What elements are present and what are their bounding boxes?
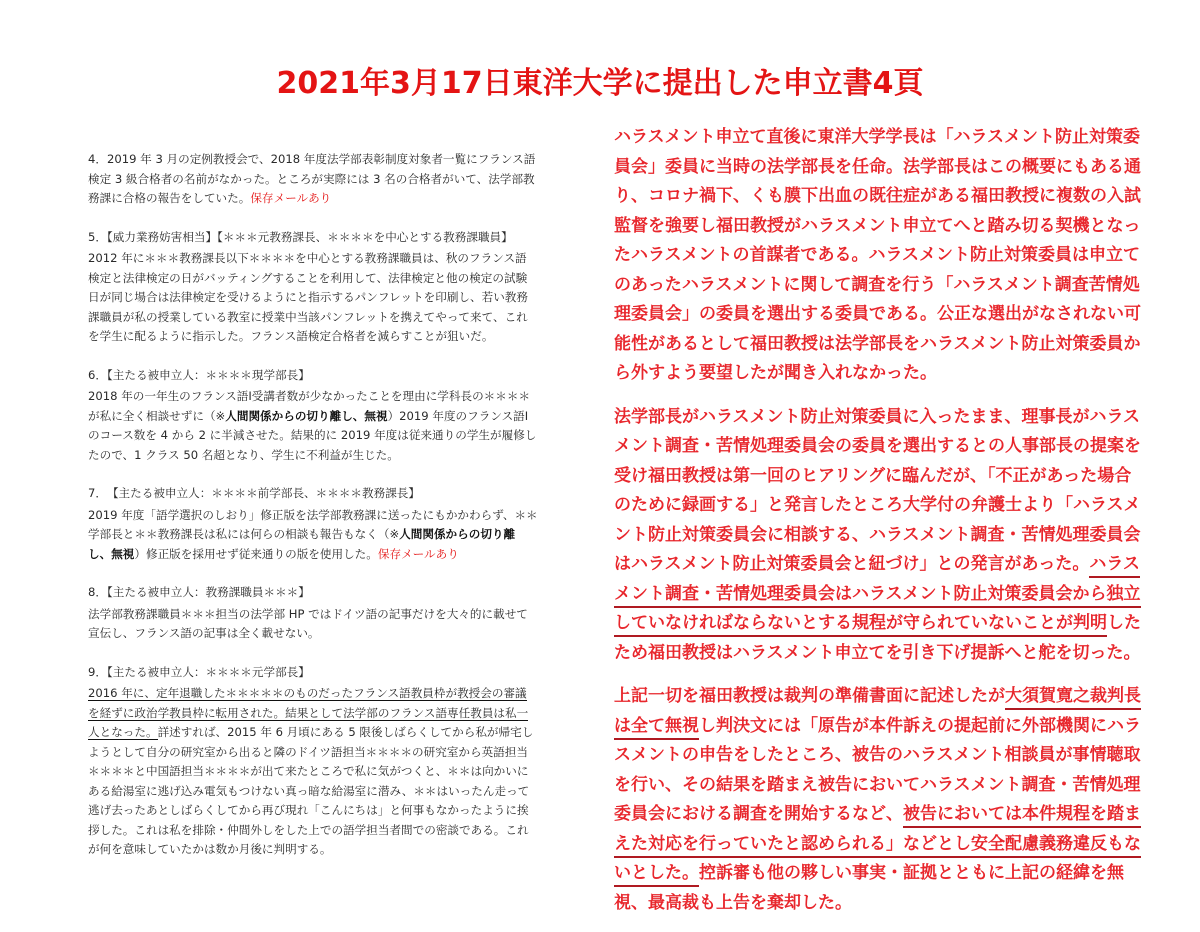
commentary-p2-rest: したため福田教授はハラスメント申立てを引き下げ提訴へと舵を切った。: [614, 613, 1141, 663]
commentary-p3-underlined-judge: 大須賀寛之裁判長は全て無視: [614, 686, 1141, 740]
item-7-body: [88, 506, 538, 565]
commentary-paragraph-2: [614, 403, 1146, 669]
item-6: [88, 366, 538, 466]
commentary-p3-middle: し判決文には「原告が本件訴えの提起前に外部機関にハラスメントの申告をしたところ、被告のハラスメント相談員が事情聴取を行い、その結果を踏まえ被告においてハラスメント調査・苦情処理委員会における調査を開始するなど、: [614, 715, 1141, 824]
item-6-bold-phrase: 人間関係からの切り離し、無視: [225, 408, 388, 423]
item-9-heading: 9．【主たる被申立人：＊＊＊＊元学部長】: [88, 664, 310, 679]
commentary: [614, 123, 1146, 932]
document-page-excerpt: [88, 150, 538, 879]
item-4: [88, 150, 538, 209]
item-8: [88, 583, 538, 644]
saved-email-note: 保存メールあり: [377, 546, 459, 561]
item-5: [88, 228, 538, 347]
item-6-body-part2: ）2019 年度のフランス語Ⅰのコース数を 4 から 2 に半減させた。結果的に 2019 年度は従来通りの学生が履修したので、1 クラス 50 名超となり、学生に不利益が生じた。: [88, 408, 537, 462]
item-6-heading: 6．【主たる被申立人：＊＊＊＊現学部長】: [88, 367, 310, 382]
item-8-heading: 8．【主たる被申立人：教務課職員＊＊＊】: [88, 585, 310, 599]
page-title: 2021年3月17日東洋大学に提出した申立書4頁: [276, 66, 924, 101]
item-9-underlined-text: 2016 年に、定年退職した＊＊＊＊＊のものだったフランス語教員枠が教授会の審議を経ずに政治学教員枠に転用された。結果として法学部のフランス語専任教員は私一人となった。: [88, 686, 529, 739]
commentary-p3-underlined-ruling: 被告においては本件規程を踏まえた対応を行っていたと認められる」などとし安全配慮義務違反もないとした。: [614, 804, 1141, 887]
saved-email-note: 保存メールあり: [250, 191, 332, 205]
item-9-body: [88, 684, 538, 860]
commentary-p3-end: 控訴審も他の夥しい事実・証拠とともに上記の経緯を無視、最高裁も上告を棄却した。: [614, 863, 1124, 913]
commentary-p3-text: 上記一切を福田教授は裁判の準備書面に記述したが: [614, 686, 1005, 706]
item-9: [88, 663, 538, 860]
commentary-p2-text: 法学部長がハラスメント防止対策委員に入ったまま、理事長がハラスメント調査・苦情処理委員会の委員を選出するとの人事部長の提案を受け福田教授は第一回のヒアリングに臨んだが、「不正があった場合のために録画する」と発言したところ大学付の弁護士より「ハラスメント防止対策委員会に相談する、ハラスメント調査・苦情処理委員会はハラスメント防止対策委員会と紐づけ」との発言があった。: [614, 406, 1141, 574]
item-4-text: 4．2019 年 3 月の定例教授会で、2018 年度法学部表彰制度対象者一覧にフランス語検定 3 級合格者の名前がなかった。ところが実際には 3 名の合格者がいて、法学部教務課に合格の報告をしていた。: [88, 152, 536, 205]
item-9-body-rest: 詳述すれば、2015 年 6 月頃にある 5 限後しばらくしてから私が帰宅しようとして自分の研究室から出ると隣のドイツ語担当＊＊＊＊の研究室から英語担当＊＊＊＊と中国語担当＊＊＊＊が出て来たところで私に気がつくと、＊＊は向かいにある給湯室に逃げ込み電気もつけない真っ暗な給湯室に潜み、＊＊はいったん走って逃げ去ったあとしばらくしてから再び現れ「こんにちは」と何事もなかったように挨拶した。これは私を排除・仲間外しをした上での語学担当者間での密談である。これが何を意味していたかは数か月後に判明する。: [88, 725, 534, 856]
item-5-body: 2012 年に＊＊＊教務課長以下＊＊＊＊を中心とする教務課職員は、秋のフランス語検定と法律検定の日がバッティングすることを利用して、法律検定と他の検定の試験日が同じ場合は法律検定を受けるようにと指示するパンフレットを印刷し、若い教務課職員が私の授業している教室に授業中当該パンフレットを携えてやって来て、これを学生に配るように指示した。フランス語検定合格者を減らすことが狙いだ。: [88, 251, 528, 343]
item-5-heading: 5．【威力業務妨害相当】【＊＊＊元教務課長、＊＊＊＊を中心とする教務課職員】: [88, 229, 513, 244]
commentary-p2-underlined: ハラスメント調査・苦情処理委員会はハラスメント防止対策委員会から独立していなければならないとする規程が守られていないことが判明: [614, 554, 1141, 637]
item-7-bold-phrase: 人間関係からの切り離し、無視: [88, 527, 516, 561]
commentary-paragraph-1: ハラスメント申立て直後に東洋大学学長は「ハラスメント防止対策委員会」委員に当時の法学部長を任命。法学部長はこの概要にもある通り、コロナ禍下、くも膜下出血の既往症がある福田教授に複数の入試監督を強要し福田教授がハラスメント申立てへと踏み切る契機となったハラスメントの首謀者である。ハラスメント防止対策委員は申立てのあったハラスメントに関して調査を行う「ハラスメント調査苦情処理委員会」の委員を選出する委員である。公正な選出がなされない可能性があるとして福田教授は法学部長をハラスメント防止対策委員から外すよう要望したが聞き入れなかった。: [614, 127, 1141, 383]
item-7-body-part1: 2019 年度「語学選択のしおり」修正版を法学部教務課に送ったにもかかわらず、＊＊学部長と＊＊教務課長は私には何らの相談も報告もなく（※: [88, 507, 538, 541]
item-7-body-part2: ）修正版を採用せず従来通りの版を使用した。: [134, 546, 378, 561]
item-6-body: [88, 387, 538, 465]
item-6-body-part1: 2018 年の一年生のフランス語Ⅰ受講者数が少なかったことを理由に学科長の＊＊＊＊が私に全く相談せずに（※: [88, 389, 531, 423]
commentary-paragraph-3: [614, 682, 1146, 918]
item-8-body: 法学部教務課職員＊＊＊担当の法学部 HP ではドイツ語の記事だけを大々的に載せて宣伝し、フランス語の記事は全く載せない。: [88, 606, 528, 640]
item-7: [88, 484, 538, 564]
item-7-heading: 7． 【主たる被申立人：＊＊＊＊前学部長、＊＊＊＊教務課長】: [88, 486, 420, 500]
